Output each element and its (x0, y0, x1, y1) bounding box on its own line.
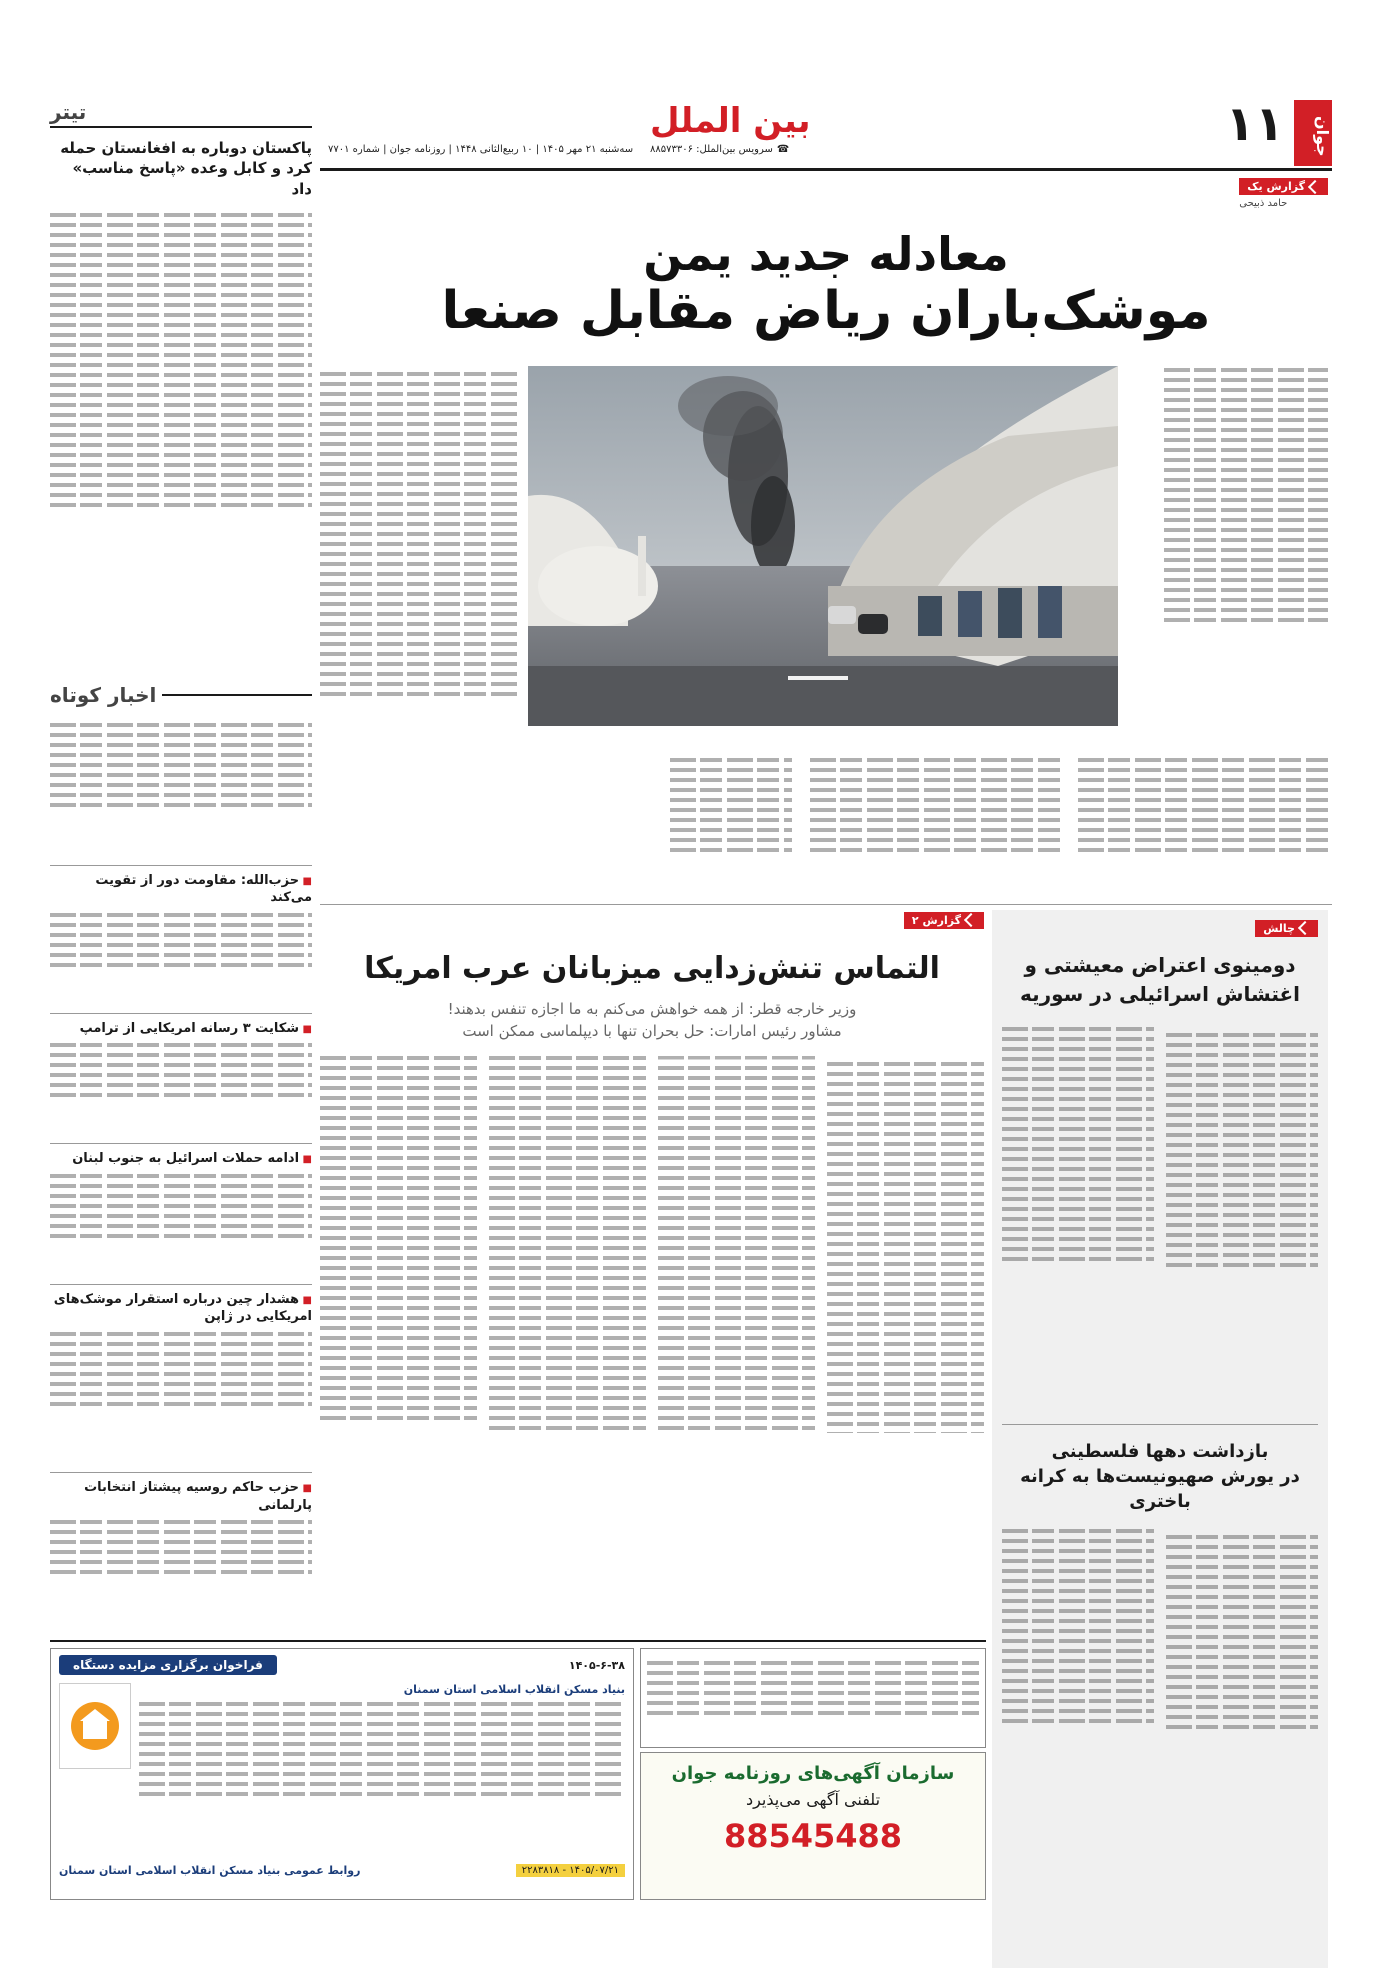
section-logo: بين الملل (650, 101, 811, 141)
story4-title-line1: بازداشت دهها فلسطینی (1051, 1441, 1269, 1462)
main-photo (528, 366, 1118, 726)
short-item-body (50, 1326, 312, 1466)
flag-icon (1298, 921, 1312, 935)
short-item-title: ■ ادامه حملات اسرائیل به جنوب لبنان (50, 1143, 312, 1168)
flag-icon (1308, 179, 1322, 193)
short-item-title: ■ حزب‌الله: مقاومت دور از تقویت می‌کند (50, 865, 312, 907)
masthead (320, 96, 1332, 166)
page-number: ۱۱ (1225, 96, 1284, 152)
main-story-col-b3 (670, 752, 792, 902)
phone-text: سرویس بین‌الملل: ۸۸۵۷۳۳۰۶ (650, 144, 773, 155)
tender-stamp: ۱۴۰۵/۰۷/۲۱ - ۲۲۸۳۸۱۸ (516, 1864, 625, 1877)
jawan-ad-title: سازمان آگهی‌های روزنامه جوان (671, 1763, 955, 1784)
story4-body (1002, 1529, 1318, 1869)
sidebar (50, 100, 312, 1650)
story2-subtitle1: وزیر خارجه قطر: از همه خواهش می‌کنم به ما اجازه تنفس بدهند! (447, 1000, 857, 1018)
news-intro (50, 717, 312, 857)
short-item-title: ■ شکایت ۳ رسانه امریکایی از ترامپ (50, 1013, 312, 1038)
short-item-body (50, 1037, 312, 1137)
story2-tag: گزارش ۲ (904, 912, 984, 929)
main-story-col-right (1164, 362, 1328, 762)
short-item-3 (50, 1143, 312, 1278)
story3-body (1002, 1027, 1318, 1412)
classified-ad (640, 1648, 986, 1748)
story2-subtitle2: مشاور رئیس امارات: حل بحران تنها با دیپلماسی ممکن است (462, 1022, 842, 1040)
story3 (992, 910, 1328, 1968)
phone-line (650, 144, 789, 155)
short-item-2 (50, 1013, 312, 1138)
short-item-5 (50, 1472, 312, 1624)
story2-body (320, 1056, 984, 1616)
main-story-col-left (320, 366, 520, 886)
author-name: حامد ذبیحی (1239, 198, 1288, 209)
tender-code: ۱۴۰۵-۶-۳۸ (568, 1658, 625, 1672)
section-divider (320, 904, 1332, 905)
jawan-ad-sub: تلفنی آگهی می‌پذیرد (745, 1790, 881, 1809)
tender-title: فراخوان برگزاری مزایده دستگاه (59, 1655, 277, 1675)
short-item-body (50, 1168, 312, 1278)
short-item-title: ■ حزب حاکم روسیه پیشتاز انتخابات پارلمانی (50, 1472, 312, 1514)
airport-smoke-photo (528, 366, 1118, 726)
news-logo: اخبار کوتاه (50, 682, 157, 707)
story4-title-line2: در یورش صهیونیست‌ها به کرانه باختری (1020, 1466, 1300, 1513)
tender-org: بنیاد مسکن انقلاب اسلامی استان سمنان (403, 1683, 625, 1696)
short-item-title: ■ هشدار چین درباره استقرار موشک‌های امریکایی در ژاپن (50, 1284, 312, 1326)
story3-title: دومینوی اعتراض معیشتی و اغتشاش اسرائیلی در سوریه (1019, 953, 1301, 1006)
news-logo-row (50, 683, 312, 707)
report-tag: گزارش یک (1239, 178, 1328, 195)
sidebar-logo: تیتر (50, 100, 312, 128)
tender-footer: روابط عمومی بنیاد مسکن انقلاب اسلامی استان سمنان (59, 1864, 361, 1877)
main-story-col-b1 (1078, 752, 1328, 902)
masthead-rule (320, 168, 1332, 171)
brand-logo: جوان (1294, 100, 1332, 166)
jawan-ad (640, 1752, 986, 1900)
tender-body (139, 1696, 625, 1856)
phone-icon: ☎ (776, 144, 790, 155)
ads-divider (50, 1640, 986, 1642)
flag-icon (964, 913, 978, 927)
short-item-body (50, 907, 312, 1007)
story2 (320, 910, 984, 1630)
sidebar-lead-body (50, 207, 312, 677)
main-story-col-b2 (810, 752, 1060, 902)
short-item-1 (50, 865, 312, 1007)
report-tag-row (1239, 178, 1328, 209)
tender-ad (50, 1648, 634, 1900)
jawan-ad-phone: 88545488 (723, 1817, 903, 1855)
story2-title: التماس تنش‌زدایی میزبانان عرب امریکا (364, 951, 940, 986)
main-title-line2: موشک‌باران ریاض مقابل صنعا (441, 281, 1211, 341)
story3-tag: چالش (1255, 920, 1318, 937)
date-line: سه‌شنبه ۲۱ مهر ۱۴۰۵ | ۱۰ ربیع‌الثانی ۱۴۴۸ | روزنامه جوان | شماره ۷۷۰۱ (328, 144, 634, 155)
sidebar-lead-title: پاکستان دوباره به افغانستان حمله کرد و کابل وعده «پاسخ مناسب» داد (60, 139, 312, 198)
logo-icon (59, 1683, 131, 1769)
short-item-body (50, 1514, 312, 1624)
classified-body (647, 1655, 979, 1743)
short-item-4 (50, 1284, 312, 1466)
main-title-line1: معادله جدید یمن (643, 227, 1009, 281)
